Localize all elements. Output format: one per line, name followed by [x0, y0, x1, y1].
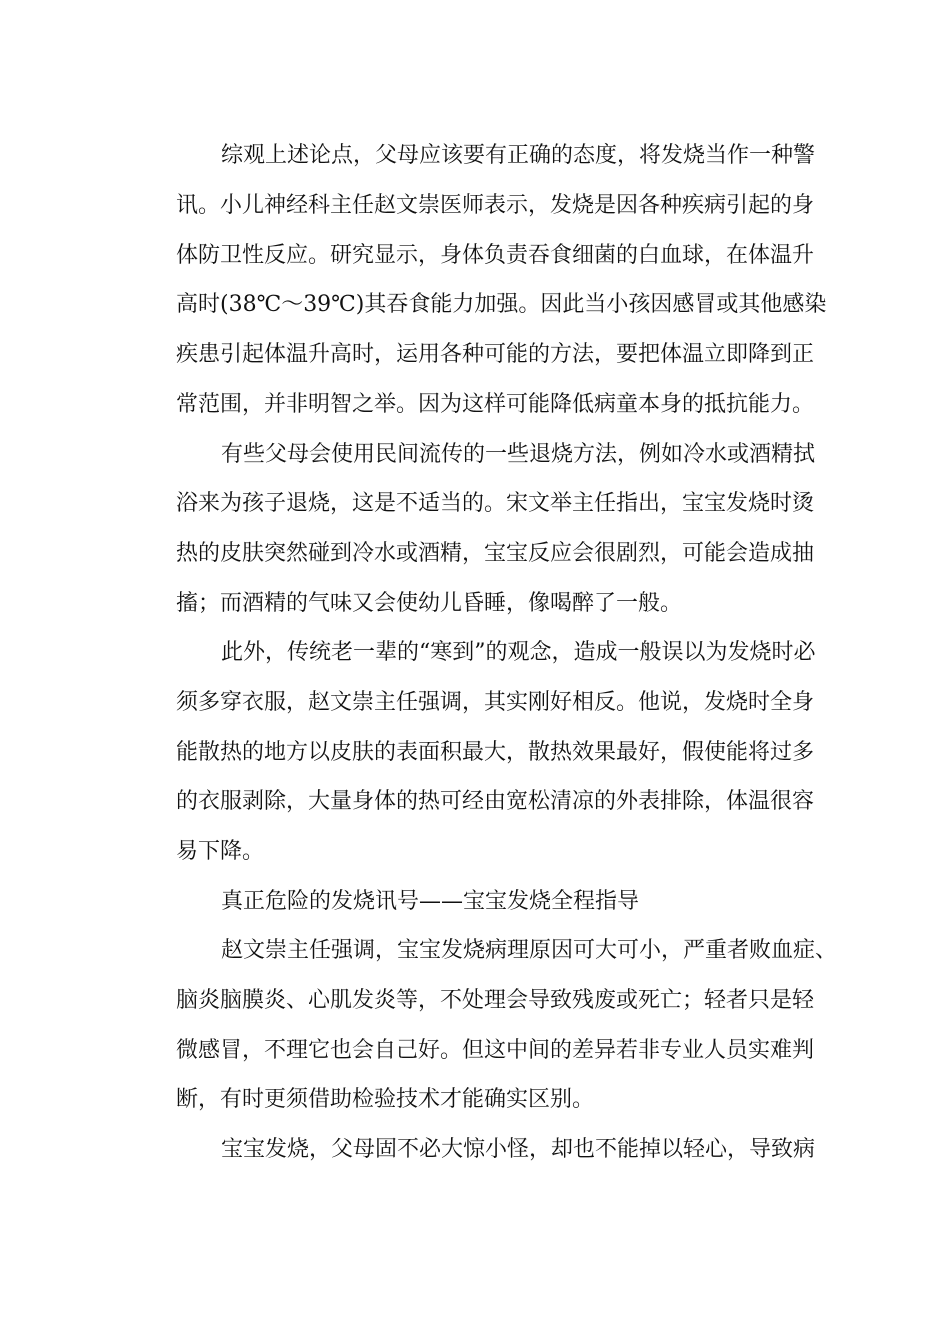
paragraph-1-line-1: 综观上述论点，父母应该要有正确的态度，将发烧当作一种警	[221, 143, 816, 168]
paragraph-1-line-4: 高时(38℃～39℃)其吞食能力加强。因此当小孩因感冒或其他感染	[176, 292, 827, 317]
paragraph-3-line-5: 易下降。	[176, 839, 265, 864]
paragraph-3-line-4: 的衣服剥除，大量身体的热可经由宽松清凉的外表排除，体温很容	[176, 789, 815, 814]
paragraph-4-line-2: 脑炎脑膜炎、心肌发炎等，不处理会导致残废或死亡；轻者只是轻	[176, 988, 815, 1013]
paragraph-2-line-2: 浴来为孩子退烧，这是不适当的。宋文举主任指出，宝宝发烧时烫	[176, 491, 815, 516]
paragraph-4-line-1: 赵文崇主任强调，宝宝发烧病理原因可大可小，严重者败血症、	[221, 938, 838, 963]
paragraph-1-line-3: 体防卫性反应。研究显示，身体负责吞食细菌的白血球，在体温升	[176, 243, 815, 268]
paragraph-1-line-5: 疾患引起体温升高时，运用各种可能的方法，要把体温立即降到正	[176, 342, 815, 367]
paragraph-3-line-3: 能散热的地方以皮肤的表面积最大，散热效果最好，假使能将过多	[176, 740, 815, 765]
paragraph-1-line-2: 讯。小儿神经科主任赵文崇医师表示，发烧是因各种疾病引起的身	[176, 193, 815, 218]
paragraph-2-line-4: 搐；而酒精的气味又会使幼儿昏睡，像喝醉了一般。	[176, 591, 683, 616]
paragraph-2-line-3: 热的皮肤突然碰到冷水或酒精，宝宝反应会很剧烈，可能会造成抽	[176, 541, 815, 566]
paragraph-4-line-3: 微感冒，不理它也会自己好。但这中间的差异若非专业人员实难判	[176, 1038, 815, 1063]
section-heading: 真正危险的发烧讯号——宝宝发烧全程指导	[221, 889, 640, 914]
paragraph-5-line-1: 宝宝发烧，父母固不必大惊小怪，却也不能掉以轻心，导致病	[221, 1137, 816, 1162]
paragraph-2-line-1: 有些父母会使用民间流传的一些退烧方法，例如冷水或酒精拭	[221, 442, 816, 467]
paragraph-1-line-6: 常范围，并非明智之举。因为这样可能降低病童本身的抵抗能力。	[176, 392, 815, 417]
paragraph-3-line-2: 须多穿衣服，赵文崇主任强调，其实刚好相反。他说，发烧时全身	[176, 690, 815, 715]
paragraph-4-line-4: 断，有时更须借助检验技术才能确实区别。	[176, 1087, 595, 1112]
paragraph-3-line-1: 此外，传统老一辈的“寒到”的观念，造成一般误以为发烧时必	[221, 640, 816, 665]
